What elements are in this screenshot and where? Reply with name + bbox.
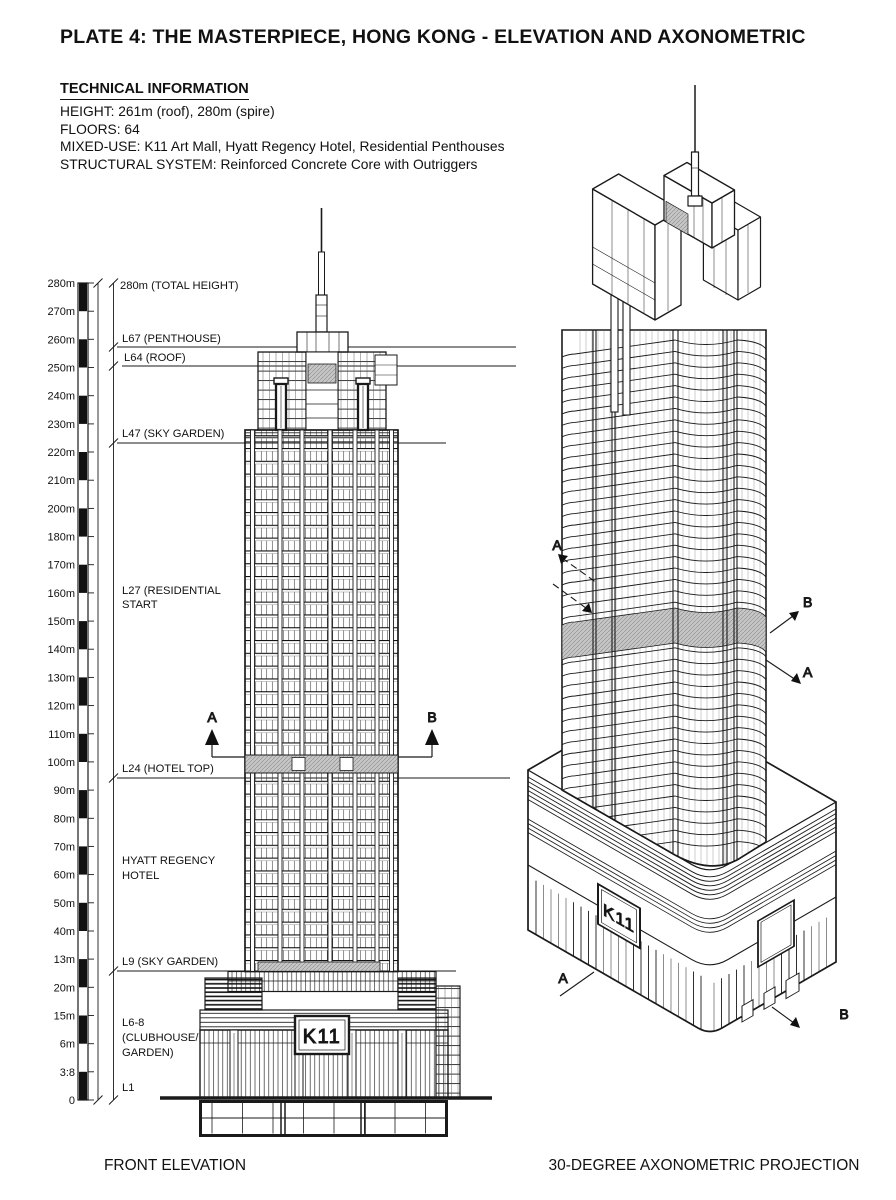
scale-tick-label: 270m	[47, 306, 75, 319]
label-l27-line2: START	[122, 599, 158, 611]
scale-tick-label: 200m	[47, 503, 75, 516]
label-l27-line1: L27 (RESIDENTIAL	[122, 585, 221, 597]
axon-marker-right-a: A	[803, 664, 813, 680]
scale-tick-label: 70m	[53, 841, 75, 854]
label-l9: L9 (SKY GARDEN)	[122, 956, 219, 968]
height-scale-bar	[78, 283, 88, 1100]
scale-tick-label: 180m	[47, 531, 75, 544]
scale-tick-label: 13m	[53, 954, 75, 967]
label-l47: L47 (SKY GARDEN)	[122, 428, 225, 440]
scale-tick-label: 170m	[47, 559, 75, 572]
axonometric-caption: 30-DEGREE AXONOMETRIC PROJECTION	[548, 1157, 860, 1174]
scale-tick-label: 260m	[47, 334, 75, 347]
scale-tick-label: 60m	[53, 869, 75, 882]
elevation-spire	[316, 208, 327, 332]
dimension-slash-marks	[94, 279, 119, 1105]
axon-crown	[593, 85, 761, 320]
svg-text:K11: K11	[603, 899, 635, 938]
technical-information-heading: TECHNICAL INFORMATION	[60, 81, 249, 100]
tech-line-structure: STRUCTURAL SYSTEM: Reinforced Concrete Core with Outriggers	[60, 156, 478, 172]
elevation-tower-shaft	[245, 430, 398, 972]
scale-tick-label: 120m	[47, 700, 75, 713]
scale-tick-label: 160m	[47, 587, 75, 600]
scale-tick-label: 50m	[53, 897, 75, 910]
scale-tick-label: 220m	[47, 447, 75, 459]
axon-marker-top-a: A	[552, 537, 562, 553]
label-l1: L1	[122, 1082, 135, 1094]
sky-garden-band-l9	[258, 962, 380, 972]
scale-tick-label: 20m	[53, 982, 75, 995]
tech-line-floors: FLOORS: 64	[60, 121, 140, 137]
scale-tick-label: 15m	[53, 1010, 75, 1023]
tech-line-mixed-use: MIXED-USE: K11 Art Mall, Hyatt Regency Hotel, Residential Penthouses	[60, 139, 505, 155]
scale-tick-label: 40m	[53, 926, 75, 938]
dimension-lines	[98, 283, 114, 1100]
tech-line-height: HEIGHT: 261m (roof), 280m (spire)	[60, 104, 275, 119]
scale-tick-label: 6m	[59, 1038, 75, 1051]
scale-tick-label: 0	[68, 1095, 75, 1107]
label-hotel-line2: HOTEL	[122, 870, 160, 882]
label-l68-line2: (CLUBHOUSE/	[122, 1032, 199, 1044]
axon-marker-right-b: B	[803, 594, 813, 610]
scale-tick-label: 100m	[47, 756, 75, 769]
scale-tick-label: 250m	[47, 362, 75, 375]
axon-tower	[562, 257, 766, 875]
label-l64: L64 (ROOF)	[124, 352, 186, 364]
scale-tick-label: 210m	[47, 475, 75, 488]
height-scale-ticks	[47, 278, 94, 1107]
mechanical-band-l24	[245, 755, 398, 773]
scale-tick-label: 140m	[47, 644, 75, 657]
plate-title: PLATE 4: THE MASTERPIECE, HONG KONG - ELEVATION AND AXONOMETRIC	[60, 26, 806, 48]
label-l68-line1: L6-8	[122, 1017, 145, 1029]
axon-marker-bottom-a: A	[558, 970, 568, 986]
scale-tick-label: 230m	[47, 418, 75, 431]
scale-tick-label: 150m	[47, 616, 75, 629]
scale-tick-label: 280m	[47, 278, 75, 290]
scale-tick-label: 110m	[48, 728, 75, 741]
scale-tick-label: 130m	[47, 672, 75, 685]
scale-tick-label: 80m	[53, 813, 75, 826]
section-arrow-a	[205, 729, 219, 745]
section-marker-b-label: B	[427, 709, 437, 725]
elevation-podium	[160, 972, 492, 1136]
label-total-height: 280m (TOTAL HEIGHT)	[120, 280, 239, 292]
axonometric-drawing	[528, 85, 849, 1033]
level-labels	[120, 280, 239, 1094]
label-l68-line3: GARDEN)	[122, 1047, 174, 1059]
label-l24: L24 (HOTEL TOP)	[122, 763, 214, 775]
axon-marker-bottom-b: B	[839, 1006, 849, 1022]
label-l67: L67 (PENTHOUSE)	[122, 333, 221, 345]
section-marker-a-label: A	[207, 709, 217, 725]
label-hotel-line1: HYATT REGENCY	[122, 855, 216, 867]
scale-tick-label: 3:8	[59, 1066, 75, 1079]
section-arrow-b	[425, 729, 439, 745]
scale-tick-label: 90m	[53, 785, 75, 798]
front-elevation-caption: FRONT ELEVATION	[103, 1157, 247, 1174]
scale-tick-label: 240m	[47, 390, 75, 403]
k11-sign-text: K11	[302, 1026, 342, 1048]
